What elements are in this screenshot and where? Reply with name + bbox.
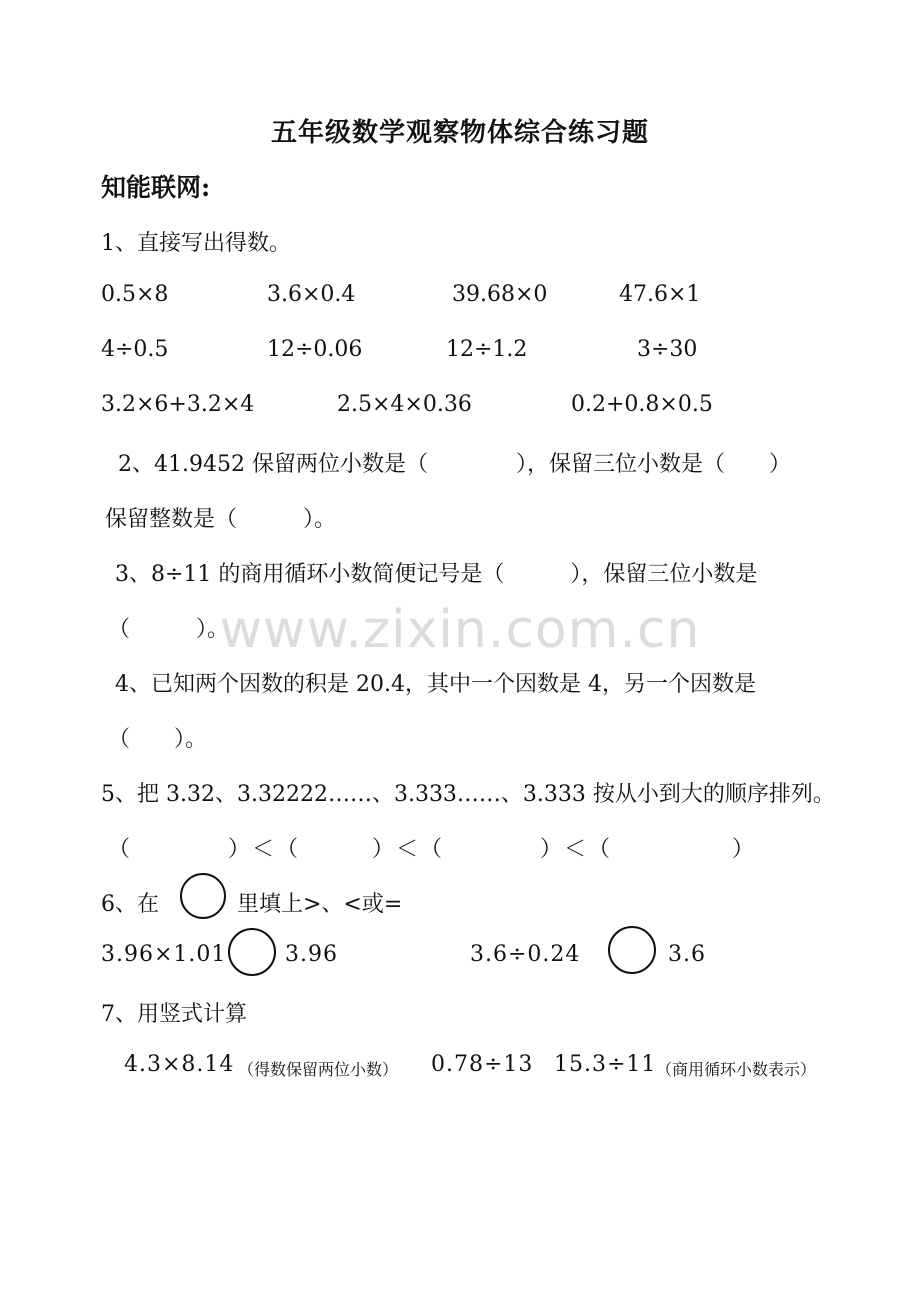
q6-expr2-left: 3.6÷0.24 [470, 942, 581, 967]
q3-line2: （ ）。 [108, 617, 230, 642]
compare-circle-icon[interactable] [228, 928, 276, 976]
section-heading: 知能联网: [101, 173, 211, 202]
q4-line1: 4、已知两个因数的积是 20.4，其中一个因数是 4，另一个因数是 [115, 672, 756, 697]
q6-label-before: 6、在 [101, 892, 159, 917]
q6-expr1-left: 3.96×1.01 [101, 942, 227, 967]
q7-label: 7、用竖式计算 [101, 1002, 247, 1027]
q5-line1: 5、把 3.32、3.32222……、3.333……、3.333 按从小到大的顺序排列。 [101, 782, 835, 807]
compare-circle-icon[interactable] [608, 926, 656, 974]
blank-circle-icon[interactable] [180, 873, 226, 919]
q5-line2: （ ）＜（ ）＜（ ）＜（ ） [108, 837, 757, 862]
q1-expr: 0.2+0.8×0.5 [571, 392, 713, 417]
q1-expr: 12÷1.2 [446, 337, 528, 362]
q1-expr: 3÷30 [637, 337, 698, 362]
q6-label-after: 里填上>、<或= [237, 892, 403, 917]
q6-expr2-right: 3.6 [668, 942, 706, 967]
q7-item3-note: （商用循环小数表示） [656, 1060, 817, 1079]
q7-item3: 15.3÷11 [554, 1052, 657, 1077]
q1-expr: 3.2×6+3.2×4 [101, 392, 255, 417]
q3-line1: 3、8÷11 的商用循环小数简便记号是（ ），保留三位小数是 [115, 562, 758, 587]
q1-expr: 12÷0.06 [267, 337, 363, 362]
q2-line2: 保留整数是（ ）。 [105, 507, 337, 532]
q1-expr: 3.6×0.4 [267, 282, 356, 307]
q7-item2: 0.78÷13 [431, 1052, 534, 1077]
page-title: 五年级数学观察物体综合练习题 [270, 118, 649, 148]
q6-expr1-right: 3.96 [285, 942, 338, 967]
q1-expr: 39.68×0 [452, 282, 548, 307]
q1-expr: 4÷0.5 [101, 337, 169, 362]
q7-item1-note: （得数保留两位小数） [238, 1060, 399, 1079]
q1-expr: 2.5×4×0.36 [337, 392, 472, 417]
q1-expr: 0.5×8 [101, 282, 169, 307]
watermark: www.zixin.com.cn [219, 600, 701, 660]
q7-item1: 4.3×8.14 [124, 1052, 235, 1077]
q1-label: 1、直接写出得数。 [101, 231, 291, 256]
q2-line1: 2、41.9452 保留两位小数是（ ），保留三位小数是（ ） [118, 452, 791, 477]
q1-expr: 47.6×1 [619, 282, 701, 307]
q4-line2: （ ）。 [108, 727, 208, 752]
